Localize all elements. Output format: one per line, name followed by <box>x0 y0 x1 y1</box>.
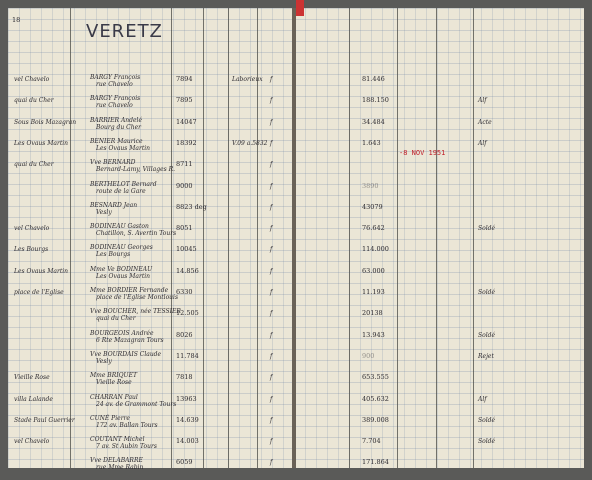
right-page <box>294 8 584 468</box>
entry-number: 9000 <box>176 181 193 190</box>
entry-status: Soldé <box>478 225 496 233</box>
entry-amount: 76.642 <box>362 224 385 233</box>
entry-flag: f <box>270 203 273 211</box>
entry-address: Les Ovaus Martin <box>96 144 151 152</box>
entry-name: Mme BORDIER Fernande <box>90 287 169 294</box>
column-rule <box>171 8 172 468</box>
entry-flag: f <box>270 267 273 275</box>
entry-number: 8823 deg <box>176 202 207 211</box>
entry-locality: Les Bourgs <box>14 246 49 254</box>
entry-locality: Stade Paul Guerrier <box>14 416 75 424</box>
entry-number: 14.003 <box>176 437 199 446</box>
entry-locality: vel Chavelo <box>14 438 50 446</box>
entry-amount: 20138 <box>362 309 383 318</box>
entry-number: 7818 <box>176 373 193 382</box>
entry-number: 12.505 <box>176 309 199 318</box>
entry-amount: 13.943 <box>362 330 385 339</box>
column-rule <box>228 8 229 468</box>
entry-name: BARRIER Andelé <box>90 116 143 124</box>
entry-amount: 653.555 <box>362 373 389 382</box>
entry-name: BODINEAU Georges <box>90 244 153 252</box>
entry-address: Bourg du Cher <box>96 123 141 131</box>
entry-address: place de l'Eglise Montlouis <box>96 294 179 301</box>
entry-address: Chatillon, S. Avertin Tours <box>96 230 177 238</box>
entry-number: 7894 <box>176 75 193 83</box>
entry-name: BARGY François <box>90 74 141 81</box>
entry-flag: f <box>270 416 273 424</box>
entry-status: Alf <box>478 97 487 105</box>
entry-amount: 63.000 <box>362 266 385 275</box>
entry-address: rue Chavelo <box>96 102 133 110</box>
entry-amount: 11.193 <box>362 288 385 296</box>
entry-name: BESNARD Jean <box>90 201 138 209</box>
entry-amount: 43079 <box>362 202 383 211</box>
entry-address: 172 av. Ballan Tours <box>96 421 158 429</box>
entry-amount: 7.704 <box>362 437 381 446</box>
entry-number: 6059 <box>176 458 193 467</box>
entry-status: Rejet <box>478 352 494 360</box>
entry-amount: 3890 <box>362 181 379 190</box>
column-rule <box>397 8 398 468</box>
entry-locality: villa Lalande <box>14 395 53 403</box>
entry-flag: f <box>270 225 273 233</box>
entry-number: 8051 <box>176 224 193 233</box>
entry-address: rue Mme Rabin <box>96 464 144 472</box>
entry-address: rue Chavelo <box>96 81 133 88</box>
entry-status: Acte <box>478 118 492 126</box>
entry-flag: f <box>270 97 273 105</box>
entry-amount: 114.000 <box>362 245 389 254</box>
entry-number: 8711 <box>176 160 193 169</box>
entry-name: COUTANT Michel <box>90 436 145 444</box>
entry-flag: f <box>270 161 273 169</box>
entry-amount: 171.864 <box>362 458 389 467</box>
entry-flag: f <box>270 139 273 147</box>
entry-address: Les Ovaus Martin <box>96 272 151 280</box>
entry-flag: f <box>270 352 273 360</box>
entry-number: 14.856 <box>176 266 199 275</box>
entry-flag: f <box>270 118 273 126</box>
entry-locality: Les Ovaus Martin <box>14 139 69 147</box>
date-stamp: -8 NOV 1951 <box>399 149 446 157</box>
entry-status: Soldé <box>478 438 496 446</box>
red-tab <box>296 0 304 16</box>
entry-number: 14047 <box>176 117 197 126</box>
entry-flag: f <box>270 374 273 382</box>
entry-number: 6330 <box>176 288 193 296</box>
entry-name: Mme BRIQUET <box>90 372 137 380</box>
entry-amount: 34.484 <box>362 117 385 126</box>
entry-status: Soldé <box>478 331 496 339</box>
entry-flag: f <box>270 246 273 254</box>
entry-address: Vieille Rose <box>96 379 132 387</box>
entry-number: 8026 <box>176 330 193 339</box>
entry-locality: Les Ovaus Martin <box>14 267 69 275</box>
entry-status: Alf <box>478 139 487 147</box>
entry-name: BERTHELOT Bernard <box>90 180 157 188</box>
entry-amount: 81.446 <box>362 75 385 83</box>
entry-status: Soldé <box>478 416 496 424</box>
commune-heading: VERETZ <box>86 21 163 42</box>
entry-extra: V.09 a.5832 <box>232 139 268 147</box>
entry-locality: quai du Cher <box>14 97 54 105</box>
entry-address: 7 av. St Aubin Tours <box>96 443 157 451</box>
entry-name: CUNÉ Pierre <box>90 414 130 422</box>
entry-number: 18392 <box>176 138 197 147</box>
column-rule <box>436 8 437 468</box>
entry-address: Vesly <box>96 208 112 216</box>
entry-name: Vve DELABARRE <box>90 457 143 465</box>
column-rule <box>473 8 474 468</box>
entry-locality: place de l'Eglise <box>14 289 64 296</box>
entry-amount: 188.150 <box>362 96 389 105</box>
entry-flag: f <box>270 438 273 446</box>
entry-address: Bernard-Lamy, Villages R. <box>96 166 176 174</box>
entry-name: BODINEAU Gaston <box>90 223 149 231</box>
entry-name: Vve BOURDAIS Claude <box>90 350 162 358</box>
entry-name: BOURGEOIS Andrée <box>90 329 154 337</box>
entry-number: 7895 <box>176 96 193 105</box>
entry-locality: vel Chavelo <box>14 225 50 233</box>
entry-flag: f <box>270 331 273 339</box>
entry-address: route de la Gare <box>96 187 146 195</box>
entry-flag: f <box>270 289 273 296</box>
entry-name: Mme Ve BODINEAU <box>90 265 153 273</box>
entry-number: 14.639 <box>176 415 199 424</box>
column-rule <box>70 8 71 468</box>
entry-number: 13963 <box>176 394 197 403</box>
entry-address: Les Bourgs <box>96 251 131 259</box>
entry-locality: Sous Bois Mazagran <box>14 118 77 126</box>
entry-amount: 405.632 <box>362 394 389 403</box>
entry-name: Vve BERNARD <box>90 159 136 167</box>
entry-locality: quai du Cher <box>14 161 54 169</box>
page-number: 18 <box>12 16 21 24</box>
entry-name: BENIER Maurice <box>90 137 143 145</box>
entry-flag: f <box>270 459 273 467</box>
entry-number: 10045 <box>176 245 197 254</box>
entry-address: 24 av. de Grammont Tours <box>96 400 177 408</box>
entry-name: CHARRAN Paul <box>90 393 138 401</box>
entry-locality: Vieille Rose <box>14 374 50 382</box>
entry-locality: vel Chavelo <box>14 76 50 83</box>
entry-amount: 389.008 <box>362 415 389 424</box>
entry-status: Alf <box>478 395 487 403</box>
entry-status: Soldé <box>478 289 496 296</box>
entry-flag: f <box>270 395 273 403</box>
ledger-spine <box>292 8 296 468</box>
entry-flag: f <box>270 76 273 83</box>
entry-flag: f <box>270 182 273 190</box>
column-rule <box>349 8 350 468</box>
entry-address: 6 Rte Mazagran Tours <box>96 336 164 344</box>
entry-address: quai du Cher <box>96 315 136 323</box>
entry-name: Vve BOUCHER, née TESSIER <box>90 308 181 316</box>
entry-number: 11.784 <box>176 351 199 360</box>
entry-flag: f <box>270 310 273 318</box>
entry-amount: 1.643 <box>362 138 381 147</box>
entry-address: Vesly <box>96 357 112 365</box>
entry-amount: 900 <box>362 351 375 360</box>
entry-name: BARGY François <box>90 95 141 103</box>
entry-extra: Laborieux <box>232 76 263 83</box>
column-rule <box>203 8 204 468</box>
